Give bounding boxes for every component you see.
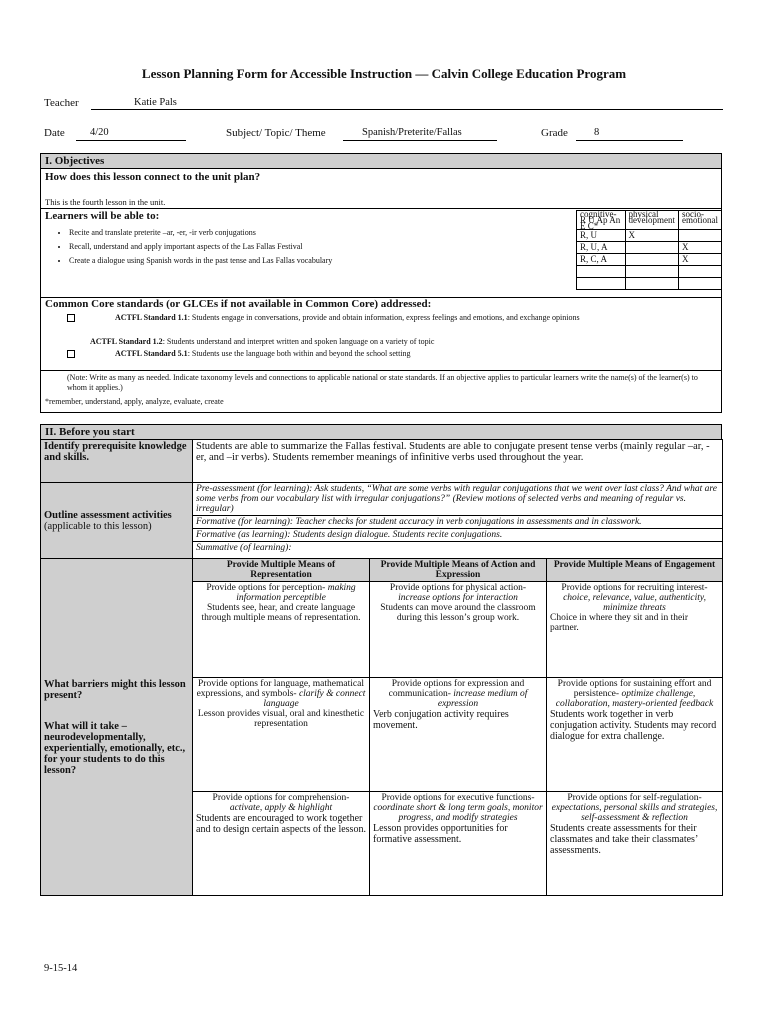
cell-socio: X (679, 242, 722, 254)
divider (41, 208, 721, 209)
cell-empty (679, 266, 722, 278)
cell-cognitive: R, C, A (577, 254, 626, 266)
taxonomy-grid (576, 210, 722, 290)
objective-item: • Recite and translate preterite –ar, -er, -ir verb conjugations (69, 227, 589, 241)
cell-empty (577, 266, 626, 278)
learners-label: Learners will be able to: (45, 210, 160, 222)
barriers-question-2: What will it take – neurodevelopmentally, experientially, emotionally, etc., for your students to do this lesson? (44, 720, 186, 776)
teacher-value: Katie Pals (134, 97, 177, 108)
cc-heading: Common Core standards (or GLCEs if not available in Common Core) addressed: (45, 298, 432, 310)
assess-formative-2: Formative (as learning): Students design dialogue. Students recite conjugations. (193, 529, 723, 542)
prereq-label: Identify prerequisite knowledge and skills. (41, 440, 193, 483)
col-header-physical: physical development (625, 211, 678, 230)
cell-cognitive: R, U (577, 230, 626, 242)
col-header-cognitive: cognitive-R U Ap An E C* (577, 211, 626, 230)
teacher-label: Teacher (44, 97, 79, 109)
subject-label: Subject/ Topic/ Theme (226, 127, 326, 139)
footnote-text: *remember, understand, apply, analyze, evaluate, create (45, 397, 224, 406)
udl-cell: Provide options for perception- making information perceptible Students see, hear, and create language through multiple means of representation. (193, 582, 370, 678)
note-text: (Note: Write as many as needed. Indicate taxonomy levels and connections to applicable national or state standards. If an objective applies to particular learners write the name(s) of the learner(s) to whom it applies.) (67, 373, 698, 392)
grade-line (576, 140, 683, 141)
cell-empty (679, 278, 722, 290)
objectives-section (40, 153, 722, 413)
subject-line (343, 140, 497, 141)
before-section (40, 424, 722, 896)
standard-1: ACTFL Standard 1.1: Students engage in conversations, provide and obtain information, express feelings and emotions, and exchange opinions (67, 313, 717, 323)
cell-empty (577, 278, 626, 290)
cell-cognitive: R, U, A (577, 242, 626, 254)
objectives-heading: I. Objectives (41, 154, 721, 169)
udl-cell: Provide options for sustaining effort and persistence- optimize challenge, collaboration, mastery-oriented feedback Students work together in verb conjugation activity. Students may record dialogue for extra challenge. (547, 678, 723, 792)
grade-label: Grade (541, 127, 568, 139)
udl-cell: Provide options for physical action- increase options for interaction Students can move around the classroom during this lesson’s group work. (370, 582, 547, 678)
before-table (40, 439, 723, 896)
udl-header-engagement: Provide Multiple Means of Engagement (547, 559, 723, 582)
cell-physical (625, 242, 678, 254)
udl-cell: Provide options for executive functions- coordinate short & long term goals, monitor progress, and modify strategies Lesson provides opportunities for formative assessment. (370, 792, 547, 896)
teacher-line (91, 109, 723, 110)
cell-physical (625, 254, 678, 266)
grade-value: 8 (594, 127, 600, 138)
cell-empty (625, 266, 678, 278)
assess-pre: Pre-assessment (for learning): Ask students, “What are some verbs with regular conjugations that we went over last class? And what are some verbs from our vocabulary list with irregular conjugations?” (Review motions of selected verbs and meaning of regular vs. irregular) (193, 483, 723, 516)
assess-sub: (applicable to this lesson) (44, 520, 152, 532)
objectives-list (47, 227, 589, 269)
assess-label: Outline assessment activities (44, 509, 172, 521)
before-heading: II. Before you start (40, 424, 722, 439)
prereq-text: Students are able to summarize the Fallas festival. Students are able to conjugate present tense verbs (mainly regular –ar, -er, and –ir verbs). Students remember meanings of infinitive verbs used throughout the year. (193, 440, 723, 483)
standard-3: ACTFL Standard 5.1: Students use the language both within and beyond the school setting (67, 349, 717, 359)
udl-header-action: Provide Multiple Means of Action and Expression (370, 559, 547, 582)
checkbox-icon (67, 314, 75, 322)
cell-socio (679, 230, 722, 242)
subject-value: Spanish/Preterite/Fallas (362, 127, 462, 138)
page-title: Lesson Planning Form for Accessible Instruction — Calvin College Education Program (141, 66, 627, 81)
unit-question: How does this lesson connect to the unit plan? (45, 171, 261, 183)
assess-formative-1: Formative (for learning): Teacher checks for student accuracy in verb conjugations in assessments and in classwork. (193, 516, 723, 529)
date-label: Date (44, 127, 65, 139)
standard-2: ACTFL Standard 1.2: Students understand and interpret written and spoken language on a variety of topic (90, 337, 435, 346)
assess-summative: Summative (of learning): (193, 542, 723, 559)
udl-cell: Provide options for recruiting interest- choice, relevance, value, authenticity, minimize threats Choice in where they sit and in their partner. (547, 582, 723, 678)
cell-physical: X (625, 230, 678, 242)
udl-cell: Provide options for expression and communication- increase medium of expression Verb conjugation activity requires movement. (370, 678, 547, 792)
checkbox-icon (67, 350, 75, 358)
objective-item: • Create a dialogue using Spanish words in the past tense and Las Fallas vocabulary (69, 255, 589, 269)
date-value: 4/20 (90, 127, 109, 138)
udl-cell: Provide options for language, mathematical expressions, and symbols- clarify & connect language Lesson provides visual, oral and kinesthetic representation (193, 678, 370, 792)
barriers-cell (41, 559, 193, 896)
udl-cell: Provide options for comprehension- activate, apply & highlight Students are encouraged to work together and to design certain aspects of the lesson. (193, 792, 370, 896)
col-header-socio: socio-emotional (679, 211, 722, 230)
date-line (76, 140, 186, 141)
assess-label-cell (41, 483, 193, 559)
unit-answer: This is the fourth lesson in the unit. (45, 197, 166, 207)
objective-item: • Recall, understand and apply important aspects of the Las Fallas Festival (69, 241, 589, 255)
cell-socio: X (679, 254, 722, 266)
udl-header-representation: Provide Multiple Means of Representation (193, 559, 370, 582)
udl-cell: Provide options for self-regulation- expectations, personal skills and strategies, self-assessment & reflection Students create assessments for their classmates and take their classmates’ assessments. (547, 792, 723, 896)
cell-empty (625, 278, 678, 290)
footer-date: 9-15-14 (44, 963, 78, 974)
divider (41, 370, 721, 371)
barriers-question-1: What barriers might this lesson present? (44, 678, 186, 701)
